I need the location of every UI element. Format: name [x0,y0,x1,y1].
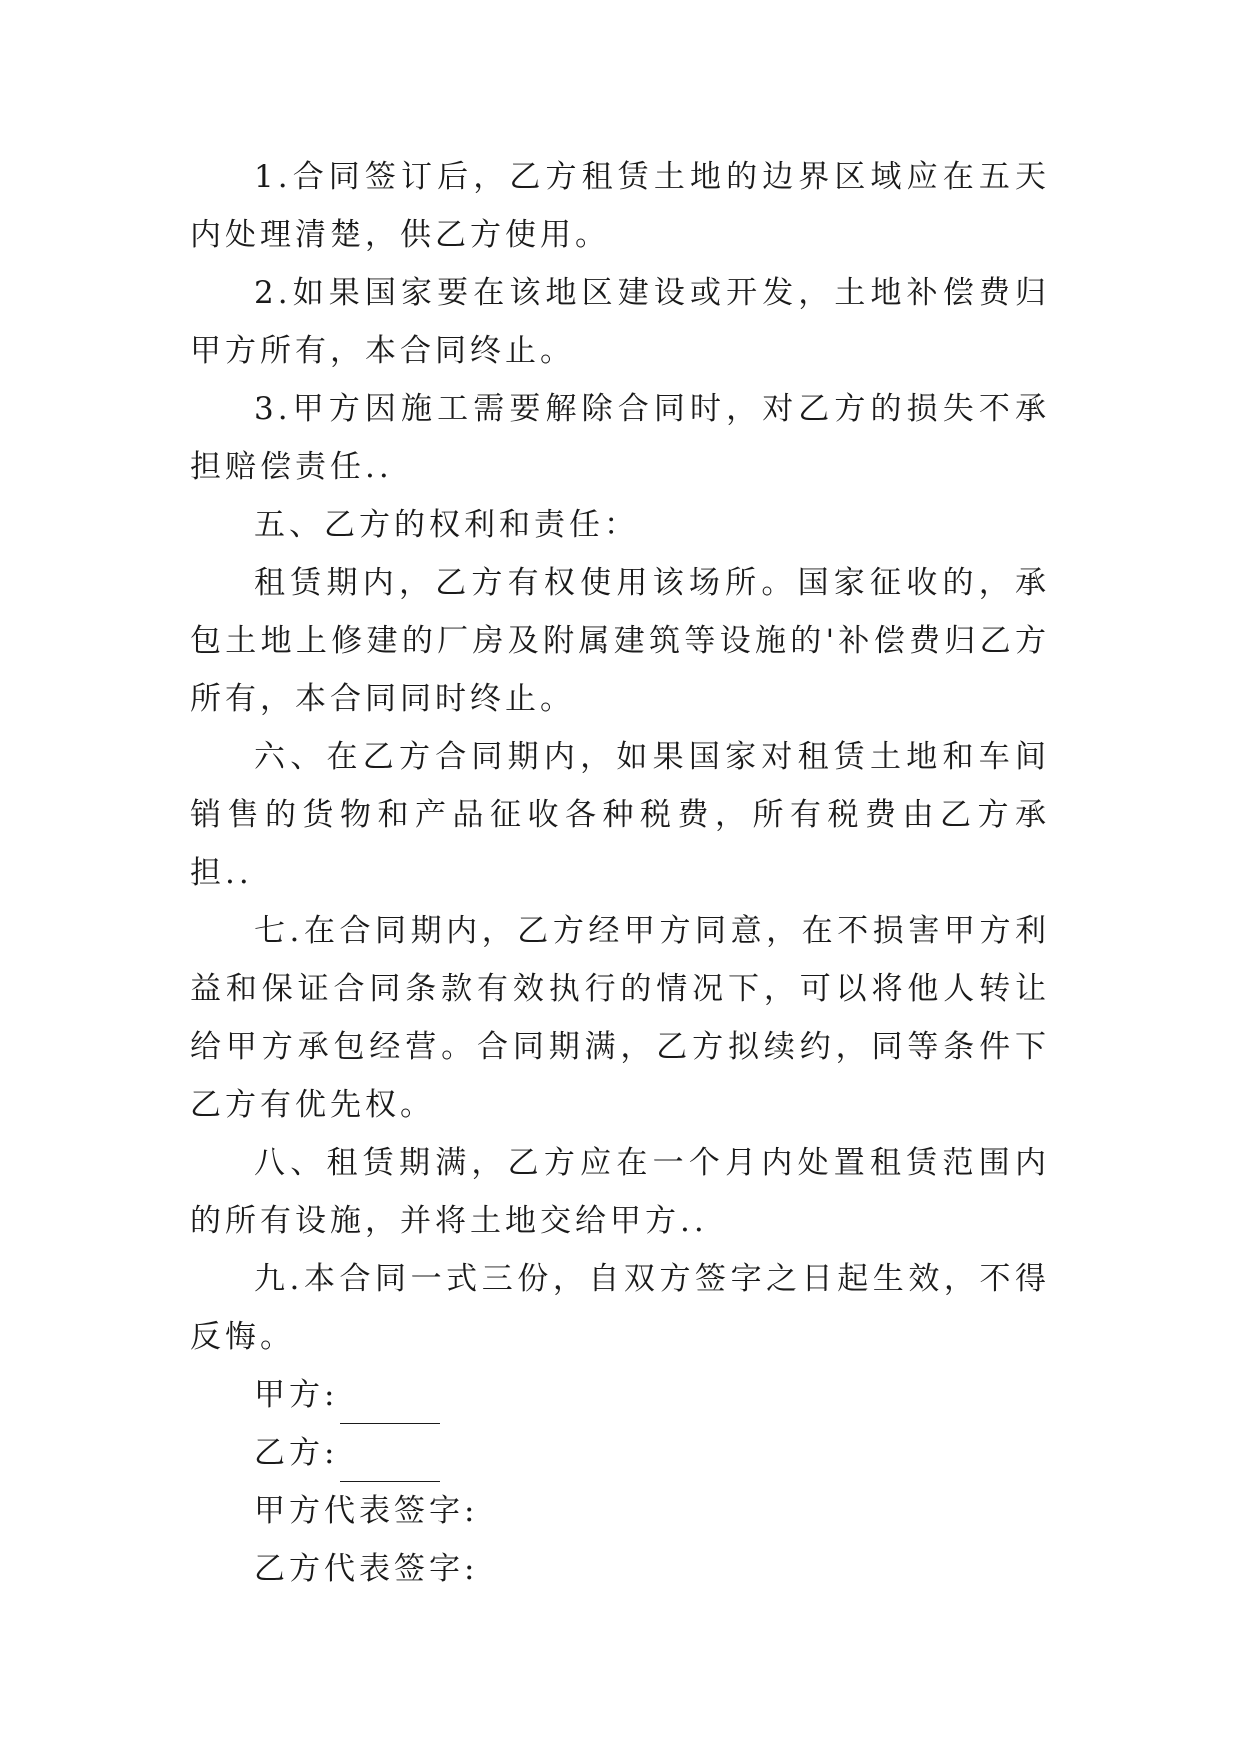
party-b-blank [340,1451,440,1482]
clause-3: 3.甲方因施工需要解除合同时，对乙方的损失不承担赔偿责任.. [190,391,1050,485]
clause-1: 1.合同签订后，乙方租赁土地的边界区域应在五天内处理清楚，供乙方使用。 [190,159,1050,253]
party-b-line [190,1424,1050,1482]
party-a-blank [340,1393,440,1424]
document-page [190,148,1050,1598]
section-five-body: 租赁期内，乙方有权使用该场所。国家征收的，承包土地上修建的厂房及附属建筑等设施的'补偿费归乙方所有，本合同同时终止。 [190,565,1050,717]
party-b-label: 乙方: [254,1435,339,1471]
party-b-rep-signature: 乙方代表签字: [254,1551,479,1587]
section-five-heading: 五、乙方的权利和责任： [254,507,639,543]
party-a-rep-signature: 甲方代表签字: [254,1493,479,1529]
section-nine: 九.本合同一式三份，自双方签字之日起生效，不得反悔。 [190,1261,1050,1355]
clause-2: 2.如果国家要在该地区建设或开发，土地补偿费归甲方所有，本合同终止。 [190,275,1050,369]
party-a-line [190,1366,1050,1424]
section-six: 六、在乙方合同期内，如果国家对租赁土地和车间销售的货物和产品征收各种税费，所有税费由乙方承担.. [190,739,1050,891]
section-seven: 七.在合同期内，乙方经甲方同意，在不损害甲方利益和保证合同条款有效执行的情况下，可以将他人转让给甲方承包经营。合同期满，乙方拟续约，同等条件下乙方有优先权。 [190,913,1050,1123]
party-a-label: 甲方: [254,1377,339,1413]
section-eight: 八、租赁期满，乙方应在一个月内处置租赁范围内的所有设施，并将土地交给甲方.. [190,1145,1050,1239]
